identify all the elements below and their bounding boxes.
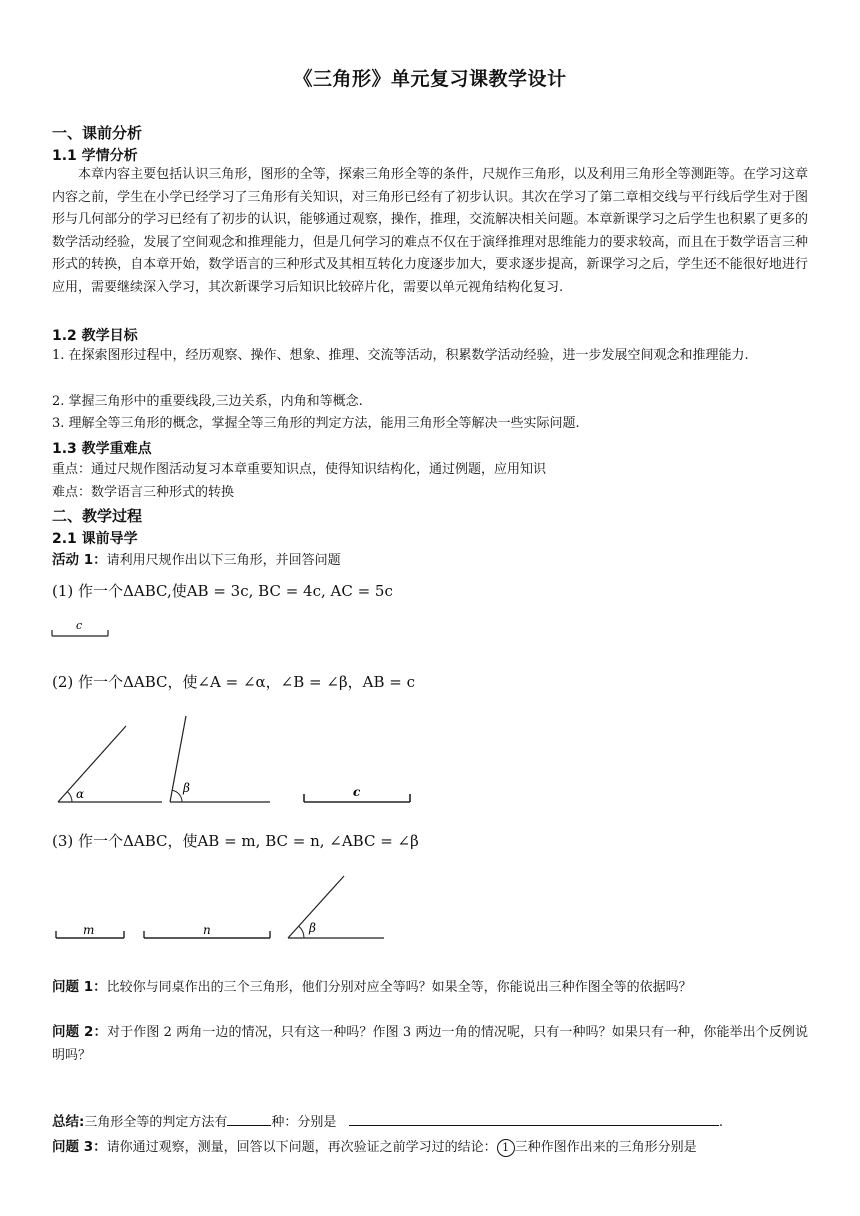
angle-beta-label-1: β bbox=[183, 781, 190, 795]
summary-end: . bbox=[718, 1115, 723, 1130]
activity-text: 请利用尺规作出以下三角形，并回答问题 bbox=[106, 553, 341, 568]
angle-beta-figure-2 bbox=[288, 876, 384, 938]
key-point-text: 重点：通过尺规作图活动复习本章重要知识点，使得知识结构化，通过例题，应用知识 bbox=[52, 462, 547, 477]
question-1 bbox=[52, 976, 808, 999]
question-2 bbox=[52, 1021, 808, 1067]
item-2-figures bbox=[50, 712, 420, 808]
summary-text-b: 种：分别是 bbox=[271, 1115, 337, 1130]
item-2-number: (2) bbox=[52, 673, 74, 691]
difficulty-text: 难点：数学语言三种形式的转换 bbox=[52, 485, 235, 500]
page-title: 《三角形》单元复习课教学设计 bbox=[293, 68, 567, 90]
segment-c-figure-2 bbox=[304, 785, 410, 802]
section-1-2-heading: 1.2 教学目标 bbox=[52, 328, 138, 344]
summary-methods-blank[interactable] bbox=[349, 1125, 719, 1126]
angle-alpha-label: α bbox=[76, 787, 85, 801]
item-3-text: 作一个ΔABC，使AB = m, BC = n, ∠ABC = ∠β bbox=[78, 832, 419, 850]
section-1-1-heading: 1.1 学情分析 bbox=[52, 148, 138, 164]
construction-item-3 bbox=[52, 830, 808, 852]
question-3-label: 问题 3： bbox=[52, 1139, 107, 1155]
goal-2: 2. 掌握三角形中的重要线段,三边关系，内角和等概念. bbox=[52, 394, 363, 409]
segment-c-label-1: c bbox=[76, 619, 83, 632]
construction-item-1 bbox=[52, 580, 808, 602]
summary-count-blank[interactable] bbox=[227, 1125, 271, 1126]
question-3-tail: 三种作图作出来的三角形分别是 bbox=[514, 1140, 697, 1155]
activity-1 bbox=[52, 549, 808, 572]
segment-n-figure bbox=[144, 923, 270, 938]
item-1-text: 作一个ΔABC,使AB = 3c, BC = 4c, AC = 5c bbox=[78, 582, 393, 600]
summary-label: 总结: bbox=[52, 1114, 85, 1130]
summary-text-a: 三角形全等的判定方法有 bbox=[84, 1115, 228, 1130]
angle-beta-figure bbox=[170, 716, 270, 802]
segment-n-label: n bbox=[203, 923, 211, 937]
section-1-3-heading: 1.3 教学重难点 bbox=[52, 441, 152, 457]
activity-label: 活动 1： bbox=[52, 552, 107, 568]
question-3 bbox=[52, 1136, 808, 1159]
segment-c-label-2: c bbox=[353, 785, 361, 799]
section-2-heading: 二、教学过程 bbox=[52, 507, 143, 525]
section-2-1-heading: 2.1 课前导学 bbox=[52, 531, 138, 547]
segment-m-figure bbox=[56, 923, 124, 938]
question-2-text: 对于作图 2 两角一边的情况，只有这一种吗？作图 3 两边一角的情况呢，只有一种吗？如果只有一种，你能举出个反例说明吗？ bbox=[52, 1025, 808, 1063]
angle-alpha-figure bbox=[58, 726, 162, 802]
segment-m-label: m bbox=[83, 923, 95, 937]
question-2-label: 问题 2： bbox=[52, 1024, 108, 1040]
question-3-text: 请你通过观察，测量，回答以下问题，再次验证之前学习过的结论： bbox=[106, 1140, 497, 1155]
student-analysis-paragraph: 本章内容主要包括认识三角形，图形的全等，探索三角形全等的条件，尺规作三角形，以及利用三角形全等测距等。在学习这章内容之前，学生在小学已经学习了三角形有关知识，对三角形已经有了初步认识。其次在学习了第二章相交线与平行线后学生对于图形与几何部分的学习已经有了初步的认识，能够通过观察，操作，推理，交流解决相关问题。本章新课学习之后学生也积累了更多的数学活动经验，发展了空间观念和推理能力，但是几何学习的难点不仅在于演绎推理对思维能力的要求较高，而且在于数学语言三种形式的转换，自本章开始，数学语言的三种形式及其相互转化力度逐步加大，要求逐步提高，新课学习之后，学生还不能很好地进行应用，需要继续深入学习，其次新课学习后知识比较碎片化，需要以单元视角结构化复习. bbox=[52, 167, 808, 295]
angle-beta-label-2: β bbox=[309, 921, 316, 935]
summary-line bbox=[52, 1111, 808, 1134]
goal-3: 3. 理解全等三角形的概念，掌握全等三角形的判定方法，能用三角形全等解决一些实际问题. bbox=[52, 416, 580, 431]
item-3-number: (3) bbox=[52, 832, 74, 850]
construction-item-2 bbox=[52, 671, 808, 693]
circled-number-icon: 1 bbox=[497, 1139, 515, 1157]
section-1-heading: 一、课前分析 bbox=[52, 124, 143, 142]
goal-1: 1. 在探索图形过程中，经历观察、操作、想象、推理、交流等活动，积累数学活动经验，进一步发展空间观念和推理能力. bbox=[52, 348, 749, 363]
question-1-text: 比较你与同桌作出的三个三角形，他们分别对应全等吗？如果全等，你能说出三种作图全等的依据吗？ bbox=[106, 980, 692, 995]
segment-c-figure-1 bbox=[50, 618, 112, 640]
item-1-number: (1) bbox=[52, 582, 74, 600]
item-3-figures bbox=[50, 872, 395, 944]
item-2-text: 作一个ΔABC，使∠A = ∠α，∠B = ∠β，AB = c bbox=[78, 673, 415, 691]
question-1-label: 问题 1： bbox=[52, 979, 107, 995]
